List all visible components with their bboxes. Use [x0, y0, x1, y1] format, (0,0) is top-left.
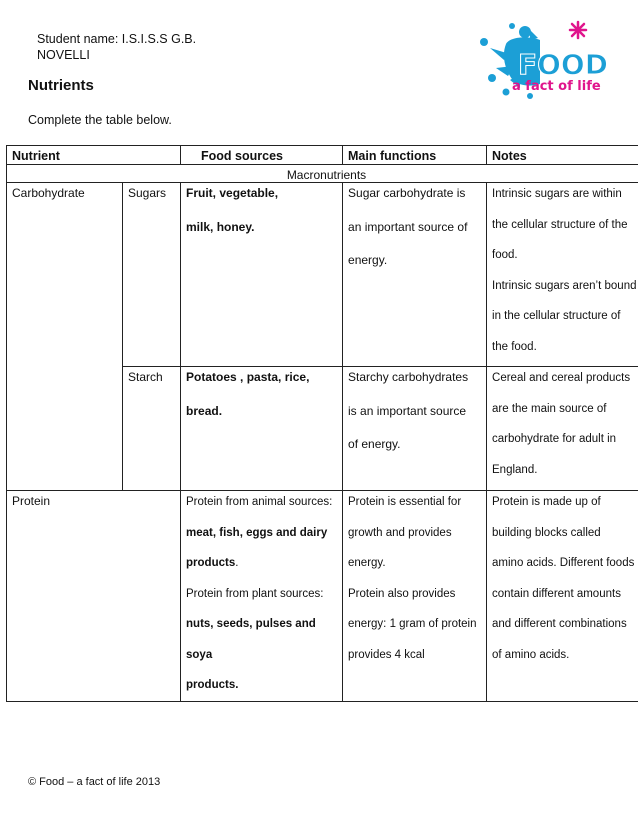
source-line: bread. — [186, 403, 223, 418]
source-line: Potatoes , pasta, rice, — [186, 370, 310, 384]
table-row — [7, 183, 638, 367]
footer-copyright: © Food – a fact of life 2013 — [28, 776, 161, 788]
header-notes: Notes — [487, 146, 638, 165]
note-line: are the main source of — [492, 402, 607, 415]
note-line: in the cellular structure of — [492, 310, 621, 322]
source-line: milk, honey. — [186, 219, 255, 234]
function-line: energy. — [348, 557, 386, 569]
function-line: an important source of — [348, 219, 468, 234]
logo-word: FOOD — [518, 48, 608, 81]
logo-graphic — [470, 18, 620, 104]
source-line: meat, fish, eggs and dairy — [186, 526, 328, 539]
sources-protein — [181, 491, 343, 702]
function-line: of energy. — [348, 437, 401, 451]
function-line: growth and provides — [348, 526, 452, 539]
source-line: Protein from animal sources: — [186, 496, 333, 508]
note-line: the food. — [492, 340, 537, 353]
table-row — [7, 491, 638, 702]
nutrient-carbohydrate: Carbohydrate — [7, 183, 123, 491]
note-line: Cereal and cereal products — [492, 372, 631, 384]
source-suffix: . — [235, 557, 239, 569]
function-line: Protein also provides — [348, 587, 456, 600]
function-line: is an important source — [348, 403, 467, 418]
source-line: products — [186, 557, 236, 569]
function-line: Starchy carbohydrates — [348, 370, 469, 384]
function-line: energy: 1 gram of protein — [348, 618, 477, 630]
note-line: and different combinations — [492, 618, 627, 630]
note-line: food. — [492, 249, 518, 261]
notes-sugars — [487, 183, 638, 367]
function-line: energy. — [348, 253, 388, 267]
functions-protein — [343, 491, 487, 702]
section-macronutrients: Macronutrients — [7, 165, 638, 183]
note-line: England. — [492, 463, 538, 476]
sources-starch — [181, 367, 343, 491]
notes-starch — [487, 367, 638, 491]
source-line: products. — [186, 679, 239, 691]
nutrient-protein: Protein — [7, 491, 181, 702]
food-a-fact-of-life-logo — [470, 18, 620, 104]
functions-starch — [343, 367, 487, 491]
note-line: building blocks called — [492, 526, 601, 539]
header-nutrient: Nutrient — [7, 146, 181, 165]
functions-sugars — [343, 183, 487, 367]
note-line: Protein is made up of — [492, 496, 601, 508]
note-line: amino acids. Different foods — [492, 557, 635, 569]
note-line: of amino acids. — [492, 648, 570, 661]
student-name — [37, 31, 196, 63]
note-line: contain different amounts — [492, 587, 621, 600]
student-name-line1: Student name: I.S.I.S.S G.B. — [37, 32, 197, 46]
instruction-text: Complete the table below. — [28, 113, 172, 127]
notes-protein — [487, 491, 638, 702]
page-title: Nutrients — [28, 77, 94, 94]
nutrients-table — [6, 145, 638, 702]
logo-tagline: a fact of life — [512, 79, 601, 94]
asterisk-icon — [570, 22, 586, 38]
student-name-line2: NOVELLI — [37, 48, 90, 62]
note-line: carbohydrate for adult in — [492, 433, 617, 445]
note-line: Intrinsic sugars are within — [492, 188, 622, 200]
sub-starch: Starch — [123, 367, 181, 491]
function-line: Sugar carbohydrate is — [348, 186, 466, 200]
source-line: Fruit, vegetable, — [186, 186, 279, 200]
source-line: Protein from plant sources: — [186, 587, 324, 600]
table-header-row — [7, 146, 638, 165]
function-line: Protein is essential for — [348, 496, 462, 508]
header-food-sources: Food sources — [181, 146, 343, 165]
sources-sugars — [181, 183, 343, 367]
sub-sugars: Sugars — [123, 183, 181, 367]
function-line: provides 4 kcal — [348, 648, 425, 661]
note-line: the cellular structure of the — [492, 218, 628, 231]
note-line: Intrinsic sugars aren’t bound — [492, 279, 637, 292]
header-main-functions: Main functions — [343, 146, 487, 165]
source-line: nuts, seeds, pulses and soya — [186, 618, 316, 661]
